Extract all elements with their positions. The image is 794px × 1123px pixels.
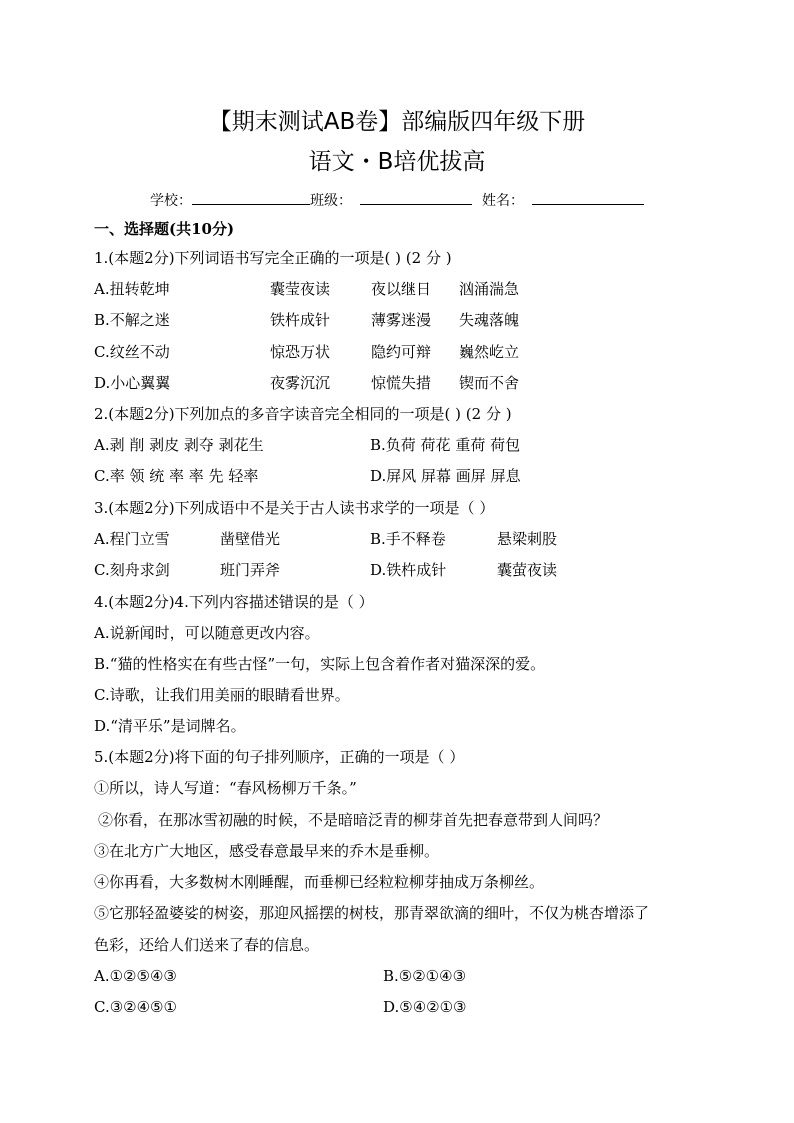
- q1-option-b-2: 铁杵成针: [270, 311, 331, 329]
- q4-option-a: A.说新闻时，可以随意更改内容。: [94, 624, 320, 642]
- q5-option-b: B.⑤②①④③: [383, 967, 467, 985]
- section-heading: 一、选择题(共10分): [94, 220, 235, 238]
- q1-option-c-1: C.纹丝不动: [94, 343, 170, 361]
- q2-option-c: C.率 领 统 率 率 先 轻率: [94, 467, 259, 485]
- q5-sentence-1: ①所以，诗人写道：“春风杨柳万千条。”: [94, 779, 357, 797]
- school-blank[interactable]: [192, 190, 310, 205]
- q2-option-d: D.屏风 屏幕 画屏 屏息: [370, 467, 521, 485]
- q1-option-b-3: 薄雾迷漫: [371, 311, 432, 329]
- q1-option-a-4: 汹涌湍急: [459, 280, 520, 298]
- q5-option-a: A.①②⑤④③: [94, 967, 177, 985]
- q5-sentence-5-line1: ⑤它那轻盈婆娑的树姿，那迎风摇摆的树枝，那青翠欲滴的细叶，不仅为桃杏增添了: [94, 904, 650, 922]
- q2-option-a: A.剥 削 剥皮 剥夺 剥花生: [94, 436, 264, 454]
- question-3-stem: 3.(本题2分)下列成语中不是关于古人读书求学的一项是（ ）: [94, 499, 495, 517]
- q1-option-b-4: 失魂落魄: [459, 311, 520, 329]
- q5-sentence-4: ④你再看，大多数树木刚睡醒，而垂柳已经粒粒柳芽抽成万条柳丝。: [94, 873, 545, 891]
- class-blank[interactable]: [360, 190, 472, 205]
- class-label: 班级：: [310, 193, 352, 209]
- q3-option-c-2: 班门弄斧: [220, 561, 281, 579]
- q2-option-b: B.负荷 荷花 重荷 荷包: [370, 436, 521, 454]
- q3-option-d-2: 囊萤夜读: [497, 561, 558, 579]
- q3-option-a-2: 凿壁借光: [220, 530, 281, 548]
- q3-option-b-2: 悬梁刺股: [497, 530, 558, 548]
- question-4-stem: 4.(本题2分)4.下列内容描述错误的是（ ）: [94, 593, 374, 611]
- q3-option-c-1: C.刻舟求剑: [94, 561, 170, 579]
- q4-option-d: D.“清平乐”是词牌名。: [94, 717, 246, 735]
- exam-title: 【期末测试AB卷】部编版四年级下册: [208, 109, 586, 135]
- q1-option-d-3: 惊慌失措: [371, 374, 432, 392]
- q4-option-c: C.诗歌，让我们用美丽的眼睛看世界。: [94, 686, 350, 704]
- q5-sentence-5-line2: 色彩，还给人们送来了春的信息。: [94, 936, 320, 954]
- q1-option-a-2: 囊莹夜读: [270, 280, 331, 298]
- q5-option-d: D.⑤④②①③: [383, 998, 467, 1016]
- q5-sentence-2: ②你看，在那冰雪初融的时候，不是暗暗泛青的柳芽首先把春意带到人间吗？: [98, 811, 609, 829]
- q1-option-d-1: D.小心翼翼: [94, 374, 171, 392]
- q3-option-d-1: D.铁杵成针: [370, 561, 447, 579]
- q1-option-c-4: 巍然屹立: [459, 343, 520, 361]
- q1-option-b-1: B.不解之迷: [94, 311, 170, 329]
- question-1-stem: 1.(本题2分)下列词语书写完全正确的一项是( ) (2 分 ): [94, 249, 452, 267]
- q1-option-c-3: 隐约可辩: [371, 343, 432, 361]
- student-info-row: [150, 190, 644, 210]
- q5-option-c: C.③②④⑤①: [94, 998, 177, 1016]
- q3-option-a-1: A.程门立雪: [94, 530, 170, 548]
- q1-option-d-4: 锲而不舍: [459, 374, 520, 392]
- q3-option-b-1: B.手不释卷: [370, 530, 446, 548]
- q5-sentence-3: ③在北方广大地区，感受春意最早来的乔木是垂柳。: [94, 842, 440, 860]
- exam-subtitle: 语文・B培优拔高: [308, 149, 486, 175]
- question-5-stem: 5.(本题2分)将下面的句子排列顺序，正确的一项是（ ）: [94, 748, 465, 766]
- q1-option-d-2: 夜雾沉沉: [270, 374, 331, 392]
- question-2-stem: 2.(本题2分)下列加点的多音字读音完全相同的一项是( ) (2 分 ): [94, 405, 512, 423]
- q1-option-a-1: A.扭转乾坤: [94, 280, 170, 298]
- q1-option-c-2: 惊恐万状: [270, 343, 331, 361]
- q1-option-a-3: 夜以继日: [371, 280, 432, 298]
- school-label: 学校：: [150, 193, 192, 209]
- q4-option-b: B.“猫的性格实在有些古怪”一句，实际上包含着作者对猫深深的爱。: [94, 655, 546, 673]
- name-blank[interactable]: [532, 190, 644, 205]
- name-label: 姓名：: [482, 193, 524, 209]
